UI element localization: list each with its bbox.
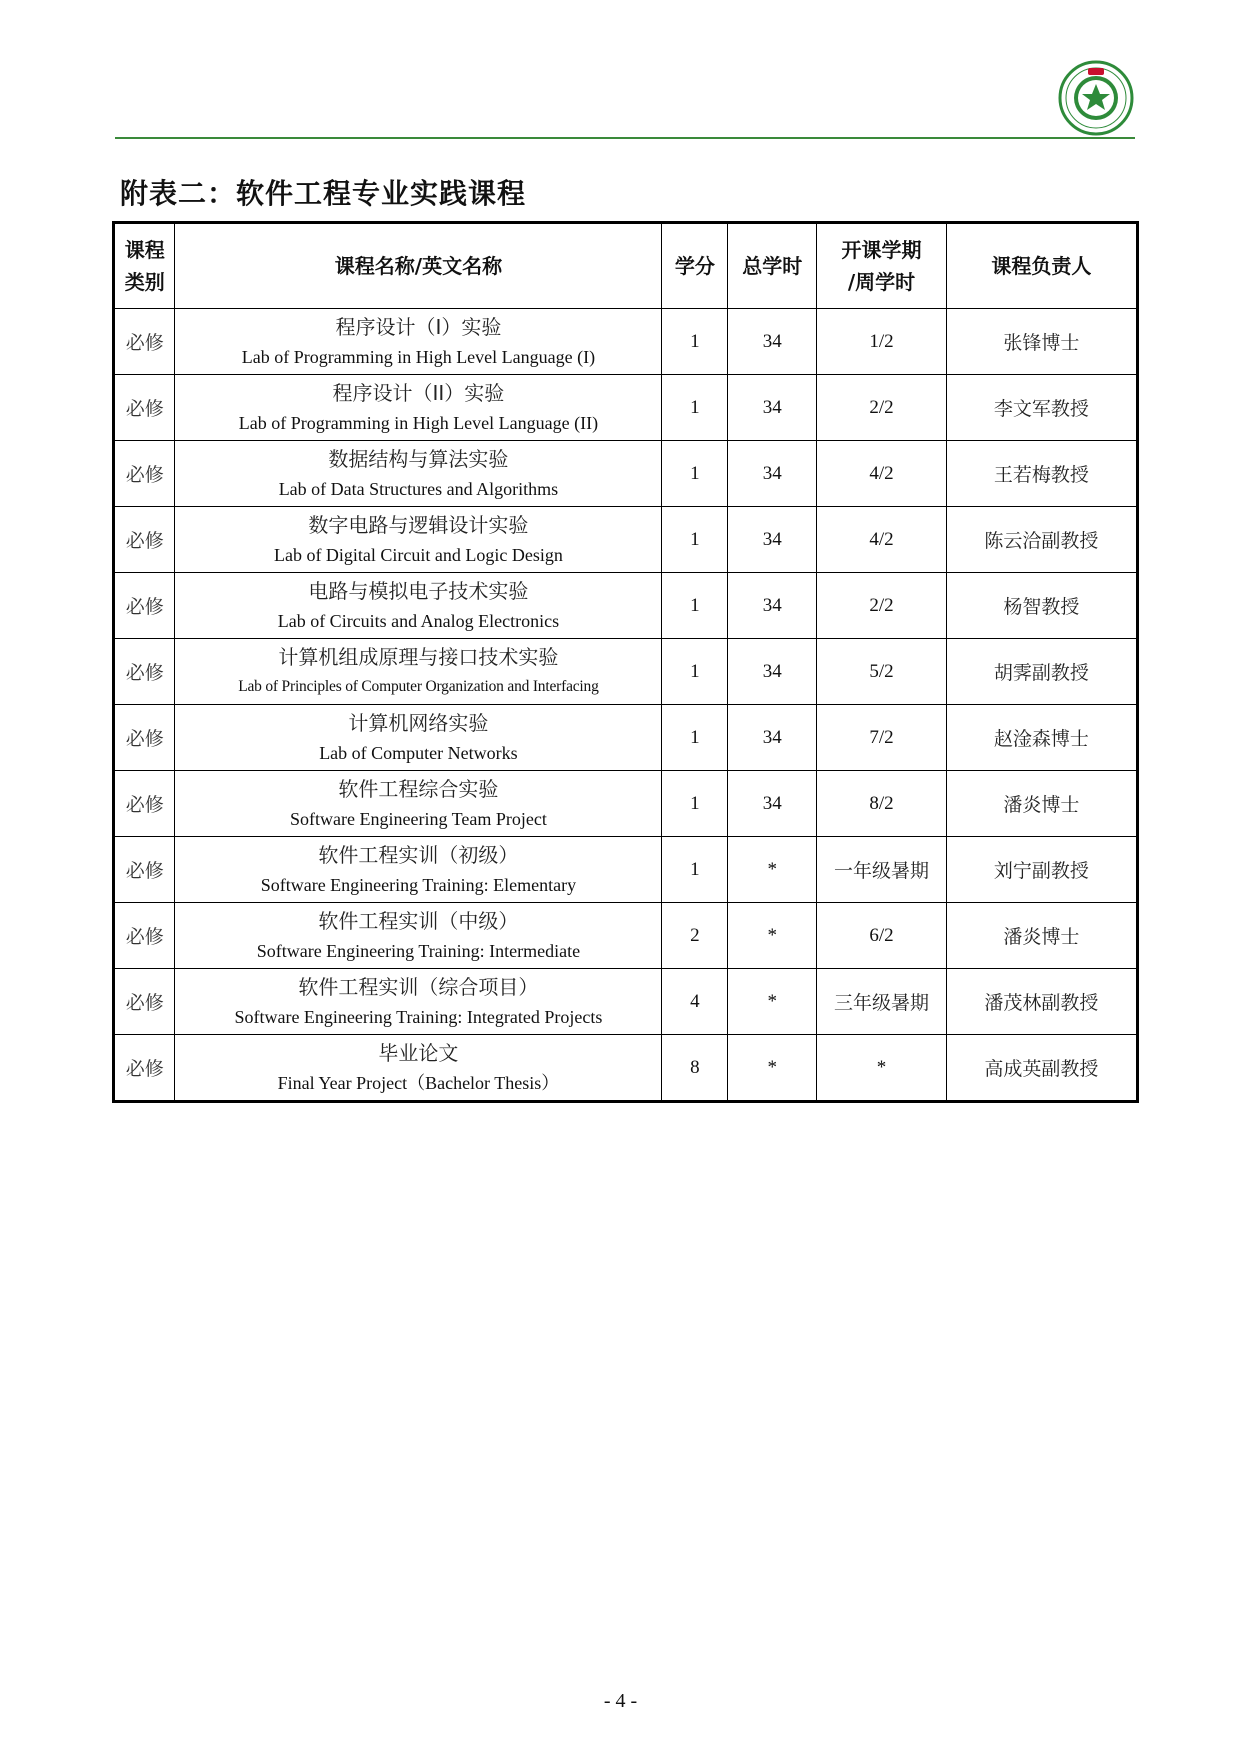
page-title: 附表二：软件工程专业实践课程 bbox=[120, 177, 527, 210]
cell-type: 必修 bbox=[114, 969, 175, 1035]
cell-type: 必修 bbox=[114, 837, 175, 903]
cell-term: 一年级暑期 bbox=[817, 837, 947, 903]
cell-type: 必修 bbox=[114, 507, 175, 573]
cell-type: 必修 bbox=[114, 1035, 175, 1102]
course-name-en: Lab of Digital Circuit and Logic Design bbox=[273, 544, 563, 565]
cell-credits: 1 bbox=[662, 705, 728, 771]
cell-credits: 1 bbox=[662, 573, 728, 639]
cell-type: 必修 bbox=[114, 375, 175, 441]
cell-term: 6/2 bbox=[817, 903, 947, 969]
cell-teacher: 赵淦森博士 bbox=[946, 705, 1137, 771]
header-hours: 总学时 bbox=[728, 223, 817, 309]
course-name-zh: 软件工程实训（初级） bbox=[318, 842, 519, 867]
cell-course-name bbox=[175, 903, 662, 969]
cell-credits: 1 bbox=[662, 375, 728, 441]
cell-hours: 34 bbox=[728, 441, 817, 507]
cell-teacher: 杨智教授 bbox=[946, 573, 1137, 639]
header-name: 课程名称/英文名称 bbox=[175, 223, 662, 309]
course-name-en: Lab of Principles of Computer Organization and Interfacing bbox=[238, 677, 599, 695]
cell-teacher: 刘宁副教授 bbox=[946, 837, 1137, 903]
course-name-zh: 软件工程实训（综合项目） bbox=[298, 974, 539, 999]
cell-credits: 1 bbox=[662, 309, 728, 375]
course-name-zh: 数字电路与逻辑设计实验 bbox=[308, 512, 529, 537]
table-row bbox=[114, 903, 1138, 969]
cell-course-name bbox=[175, 969, 662, 1035]
cell-term: 5/2 bbox=[817, 639, 947, 705]
header-rule bbox=[115, 137, 1135, 139]
table-row bbox=[114, 441, 1138, 507]
cell-term: 三年级暑期 bbox=[817, 969, 947, 1035]
header-term: 开课学期 /周学时 bbox=[817, 223, 947, 309]
course-name-en: Software Engineering Training: Intermediate bbox=[256, 940, 581, 961]
cell-term: 4/2 bbox=[817, 507, 947, 573]
cell-course-name bbox=[175, 309, 662, 375]
course-name-zh: 程序设计（I）实验 bbox=[335, 314, 502, 339]
cell-course-name bbox=[175, 771, 662, 837]
cell-hours: 34 bbox=[728, 705, 817, 771]
header-credits: 学分 bbox=[662, 223, 728, 309]
course-name-en: Software Engineering Training: Elementary bbox=[260, 874, 577, 895]
course-name-zh: 软件工程实训（中级） bbox=[318, 908, 519, 933]
cell-teacher: 王若梅教授 bbox=[946, 441, 1137, 507]
course-table bbox=[112, 221, 1139, 1103]
cell-term: 2/2 bbox=[817, 375, 947, 441]
cell-course-name bbox=[175, 705, 662, 771]
course-name-zh: 计算机网络实验 bbox=[348, 710, 489, 735]
cell-term: 8/2 bbox=[817, 771, 947, 837]
course-name-zh: 数据结构与算法实验 bbox=[328, 446, 509, 471]
university-logo bbox=[1058, 60, 1134, 136]
cell-course-name bbox=[175, 573, 662, 639]
cell-credits: 1 bbox=[662, 837, 728, 903]
header-type: 课程 类别 bbox=[114, 223, 175, 309]
cell-type: 必修 bbox=[114, 705, 175, 771]
cell-hours: 34 bbox=[728, 771, 817, 837]
course-name-zh: 电路与模拟电子技术实验 bbox=[308, 578, 529, 603]
table-row bbox=[114, 705, 1138, 771]
cell-teacher: 潘茂林副教授 bbox=[946, 969, 1137, 1035]
cell-hours: 34 bbox=[728, 639, 817, 705]
cell-credits: 1 bbox=[662, 507, 728, 573]
cell-term: 4/2 bbox=[817, 441, 947, 507]
cell-hours: 34 bbox=[728, 507, 817, 573]
course-name-en: Lab of Programming in High Level Language (II) bbox=[238, 412, 599, 433]
table-header-row bbox=[114, 223, 1138, 309]
cell-teacher: 李文军教授 bbox=[946, 375, 1137, 441]
page-number: - 4 - bbox=[603, 1690, 638, 1712]
cell-term: 7/2 bbox=[817, 705, 947, 771]
cell-credits: 1 bbox=[662, 441, 728, 507]
cell-credits: 4 bbox=[662, 969, 728, 1035]
cell-credits: 2 bbox=[662, 903, 728, 969]
table-row bbox=[114, 969, 1138, 1035]
table-row bbox=[114, 1035, 1138, 1102]
header-teacher: 课程负责人 bbox=[946, 223, 1137, 309]
cell-course-name bbox=[175, 507, 662, 573]
cell-hours: 34 bbox=[728, 375, 817, 441]
course-name-en: Final Year Project（Bachelor Thesis） bbox=[277, 1072, 560, 1093]
course-name-en: Software Engineering Team Project bbox=[290, 808, 547, 829]
cell-type: 必修 bbox=[114, 903, 175, 969]
course-name-zh: 程序设计（II）实验 bbox=[332, 380, 505, 405]
cell-hours: 34 bbox=[728, 573, 817, 639]
cell-hours: 34 bbox=[728, 309, 817, 375]
cell-teacher: 陈云洽副教授 bbox=[946, 507, 1137, 573]
cell-term: * bbox=[817, 1035, 947, 1102]
cell-teacher: 胡霁副教授 bbox=[946, 639, 1137, 705]
cell-term: 2/2 bbox=[817, 573, 947, 639]
cell-hours: * bbox=[728, 903, 817, 969]
cell-teacher: 潘炎博士 bbox=[946, 903, 1137, 969]
cell-course-name bbox=[175, 441, 662, 507]
course-name-en: Lab of Programming in High Level Language (I) bbox=[241, 346, 596, 367]
table-row bbox=[114, 573, 1138, 639]
course-name-en: Software Engineering Training: Integrated Projects bbox=[234, 1006, 603, 1027]
cell-term: 1/2 bbox=[817, 309, 947, 375]
course-name-en: Lab of Circuits and Analog Electronics bbox=[277, 610, 560, 631]
table-row bbox=[114, 639, 1138, 705]
table-row bbox=[114, 309, 1138, 375]
course-name-zh: 软件工程综合实验 bbox=[338, 776, 499, 801]
cell-credits: 1 bbox=[662, 771, 728, 837]
cell-credits: 8 bbox=[662, 1035, 728, 1102]
cell-type: 必修 bbox=[114, 573, 175, 639]
cell-type: 必修 bbox=[114, 441, 175, 507]
cell-teacher: 高成英副教授 bbox=[946, 1035, 1137, 1102]
cell-teacher: 潘炎博士 bbox=[946, 771, 1137, 837]
cell-type: 必修 bbox=[114, 309, 175, 375]
cell-hours: * bbox=[728, 969, 817, 1035]
cell-type: 必修 bbox=[114, 639, 175, 705]
cell-credits: 1 bbox=[662, 639, 728, 705]
course-name-zh: 毕业论文 bbox=[378, 1040, 459, 1065]
course-name-zh: 计算机组成原理与接口技术实验 bbox=[278, 644, 559, 669]
table-row bbox=[114, 837, 1138, 903]
cell-course-name bbox=[175, 837, 662, 903]
course-name-en: Lab of Data Structures and Algorithms bbox=[278, 478, 559, 499]
cell-type: 必修 bbox=[114, 771, 175, 837]
cell-course-name bbox=[175, 375, 662, 441]
cell-course-name bbox=[175, 639, 662, 705]
cell-hours: * bbox=[728, 1035, 817, 1102]
table-row bbox=[114, 375, 1138, 441]
table-row bbox=[114, 771, 1138, 837]
cell-teacher: 张锋博士 bbox=[946, 309, 1137, 375]
course-name-en: Lab of Computer Networks bbox=[319, 742, 518, 763]
cell-hours: * bbox=[728, 837, 817, 903]
cell-course-name bbox=[175, 1035, 662, 1102]
table-row bbox=[114, 507, 1138, 573]
